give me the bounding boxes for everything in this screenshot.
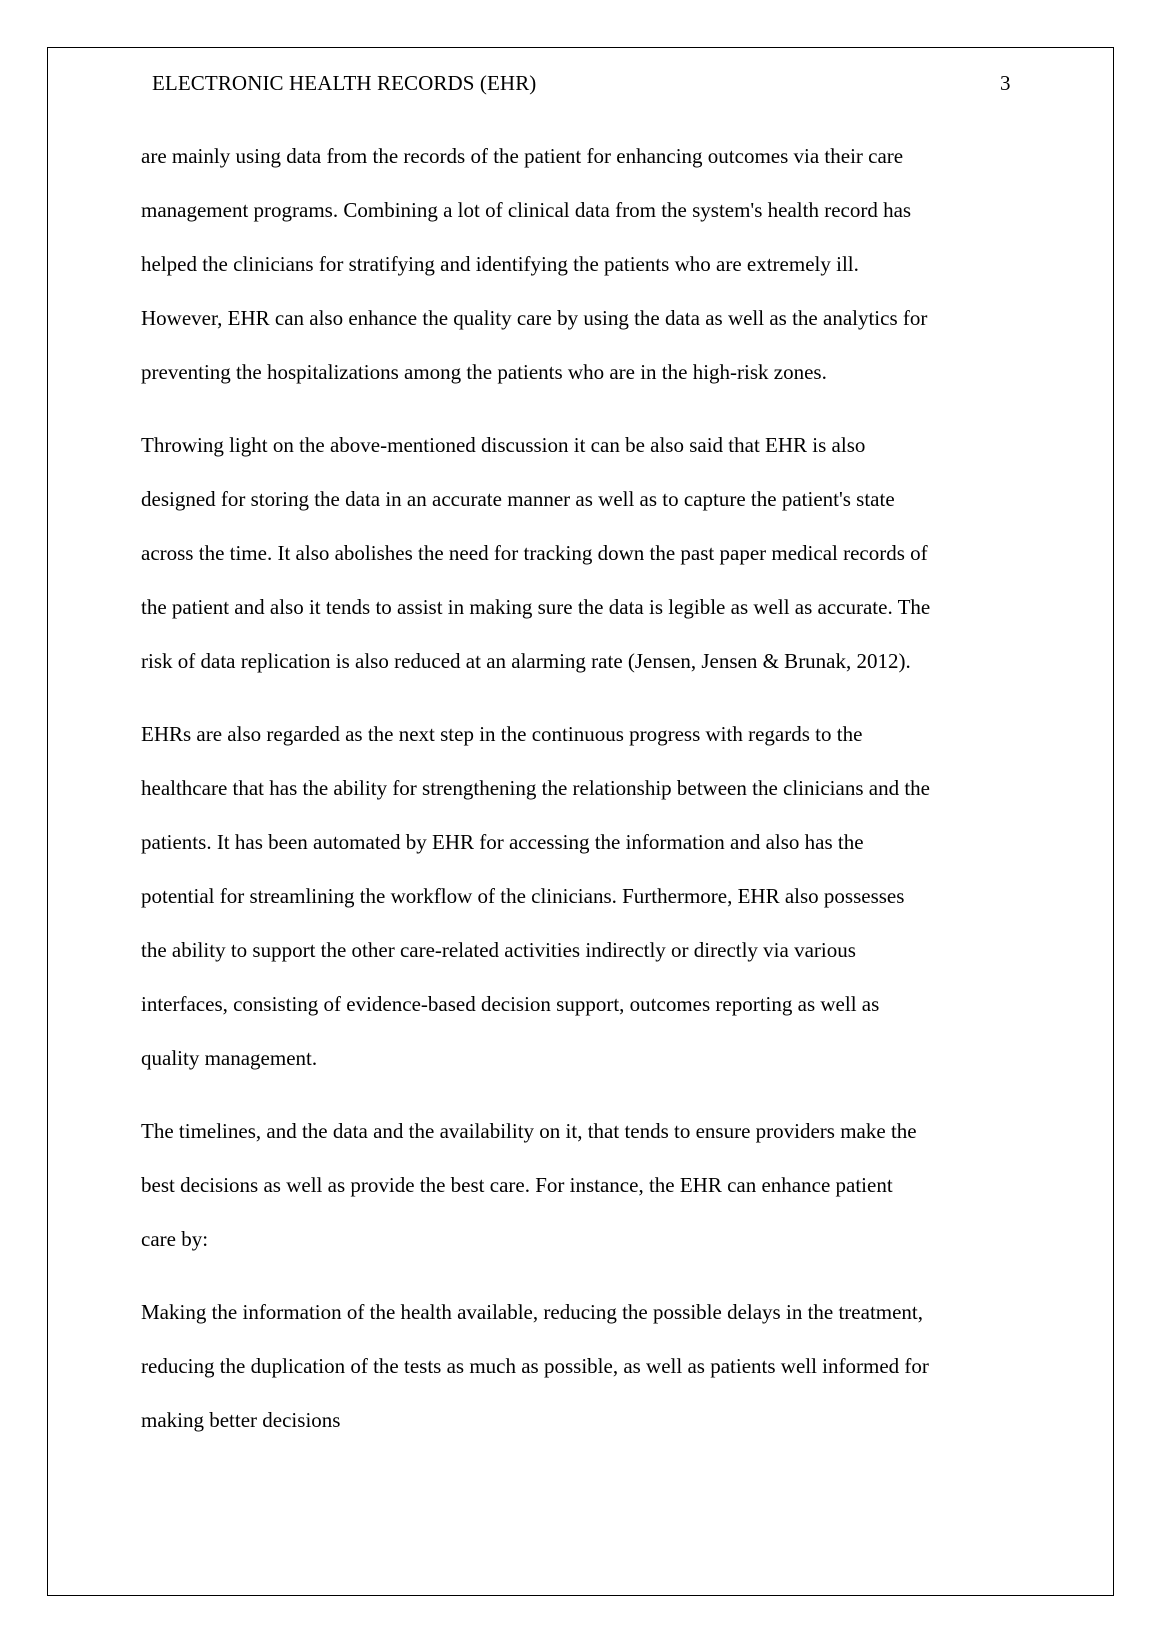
- text-line: helped the clinicians for stratifying and identifying the patients who are extremely ill.: [141, 252, 859, 276]
- text-line: designed for storing the data in an accurate manner as well as to capture the patient's state: [141, 487, 895, 511]
- text-line: making better decisions: [141, 1408, 341, 1432]
- text-line: However, EHR can also enhance the quality care by using the data as well as the analytics for: [141, 306, 928, 330]
- text-line: risk of data replication is also reduced at an alarming rate (Jensen, Jensen & Brunak, 2012).: [141, 649, 911, 673]
- text-line: EHRs are also regarded as the next step in the continuous progress with regards to the: [141, 722, 863, 746]
- page-number: 3: [1000, 71, 1011, 95]
- text-line: best decisions as well as provide the best care. For instance, the EHR can enhance patient: [141, 1173, 893, 1197]
- text-line: healthcare that has the ability for strengthening the relationship between the clinicians and the: [141, 776, 930, 800]
- text-line: management programs. Combining a lot of clinical data from the system's health record has: [141, 198, 912, 222]
- running-head: ELECTRONIC HEALTH RECORDS (EHR): [152, 71, 537, 95]
- text-line: quality management.: [141, 1046, 318, 1070]
- text-line: are mainly using data from the records of the patient for enhancing outcomes via their care: [141, 144, 904, 168]
- text-line: Making the information of the health available, reducing the possible delays in the treatment,: [141, 1300, 924, 1324]
- text-line: the ability to support the other care-related activities indirectly or directly via various: [141, 938, 856, 962]
- body-text: [141, 129, 1041, 1466]
- text-line: the patient and also it tends to assist in making sure the data is legible as well as accurate. The: [141, 595, 931, 619]
- paragraph-1: [141, 129, 1041, 399]
- text-line: patients. It has been automated by EHR for accessing the information and also has the: [141, 830, 864, 854]
- paragraph-3: [141, 707, 1041, 1085]
- text-line: care by:: [141, 1227, 209, 1251]
- paragraph-2: [141, 418, 1041, 688]
- text-line: The timelines, and the data and the availability on it, that tends to ensure providers make the: [141, 1119, 917, 1143]
- paragraph-5: [141, 1285, 1041, 1447]
- text-line: across the time. It also abolishes the need for tracking down the past paper medical records of: [141, 541, 928, 565]
- text-line: preventing the hospitalizations among the patients who are in the high-risk zones.: [141, 360, 827, 384]
- text-line: potential for streamlining the workflow of the clinicians. Furthermore, EHR also possesses: [141, 884, 905, 908]
- text-line: Throwing light on the above-mentioned discussion it can be also said that EHR is also: [141, 433, 866, 457]
- text-line: interfaces, consisting of evidence-based decision support, outcomes reporting as well as: [141, 992, 880, 1016]
- paragraph-4: [141, 1104, 1041, 1266]
- text-line: reducing the duplication of the tests as much as possible, as well as patients well informed for: [141, 1354, 929, 1378]
